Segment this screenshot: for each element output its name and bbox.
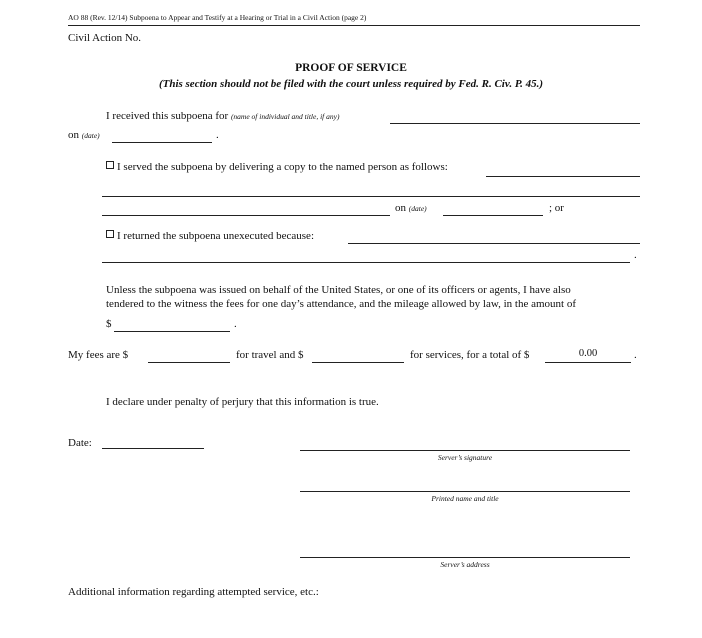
page-title: PROOF OF SERVICE xyxy=(295,62,407,74)
travel-fee-field[interactable] xyxy=(148,362,230,363)
served-checkbox[interactable] xyxy=(106,161,114,169)
fees-period: . xyxy=(634,349,637,361)
server-address-field[interactable] xyxy=(300,557,630,558)
signature-caption: Server’s signature xyxy=(437,453,493,462)
returned-period: . xyxy=(634,249,637,261)
received-period: . xyxy=(216,129,219,141)
served-text: I served the subpoena by delivering a copy to the named person as follows: xyxy=(117,161,448,173)
received-text: I received this subpoena for (name of individual and title, if any) xyxy=(106,110,340,122)
returned-option[interactable] xyxy=(106,230,314,242)
served-date-field[interactable] xyxy=(443,215,543,216)
served-details-field-2[interactable] xyxy=(102,196,640,197)
my-fees-label: My fees are $ xyxy=(68,349,129,361)
total-value: 0.00 xyxy=(578,348,598,359)
served-details-field-1[interactable] xyxy=(486,176,640,177)
form-id-header: AO 88 (Rev. 12/14) Subpoena to Appear and Testify at a Hearing or Trial in a Civil Action (page 2) xyxy=(68,13,367,22)
served-details-field-3[interactable] xyxy=(102,215,390,216)
services-fee-field[interactable] xyxy=(312,362,404,363)
date-label: Date: xyxy=(68,437,92,449)
signature-field[interactable] xyxy=(300,450,630,451)
civil-action-label: Civil Action No. xyxy=(68,32,142,44)
date-field[interactable] xyxy=(102,448,204,449)
received-hint: (name of individual and title, if any) xyxy=(230,112,340,121)
served-or-label: ; or xyxy=(549,202,564,214)
returned-text: I returned the subpoena unexecuted because: xyxy=(117,230,314,242)
unless-line-2: tendered to the witness the fees for one day’s attendance, and the mileage allowed by law, in the amount of xyxy=(106,298,576,310)
total-fee-field[interactable] xyxy=(545,362,631,363)
services-label: for services, for a total of $ xyxy=(410,349,530,361)
received-name-field[interactable] xyxy=(390,123,640,124)
unless-period: . xyxy=(234,318,237,330)
server-address-caption: Server’s address xyxy=(440,560,490,569)
printed-name-field[interactable] xyxy=(300,491,630,492)
returned-reason-field-2[interactable] xyxy=(102,262,630,263)
additional-info-label: Additional information regarding attempted service, etc.: xyxy=(68,586,319,598)
page-subtitle: (This section should not be filed with the court unless required by Fed. R. Civ. P. 45.) xyxy=(158,78,544,90)
unless-dollar: $ xyxy=(106,318,112,330)
travel-label: for travel and $ xyxy=(236,349,304,361)
unless-line-1: Unless the subpoena was issued on behalf of the United States, or one of its officers or agents, I have also xyxy=(106,284,571,296)
printed-name-caption: Printed name and title xyxy=(431,494,499,503)
received-date-field[interactable] xyxy=(112,142,212,143)
served-on-label: on (date) xyxy=(395,202,427,214)
received-on-label: on (date) xyxy=(68,129,100,141)
served-option[interactable] xyxy=(106,161,448,173)
returned-checkbox[interactable] xyxy=(106,230,114,238)
returned-reason-field-1[interactable] xyxy=(348,243,640,244)
declaration-text: I declare under penalty of perjury that this information is true. xyxy=(106,396,379,408)
header-rule xyxy=(68,25,640,26)
tender-amount-field[interactable] xyxy=(114,331,230,332)
